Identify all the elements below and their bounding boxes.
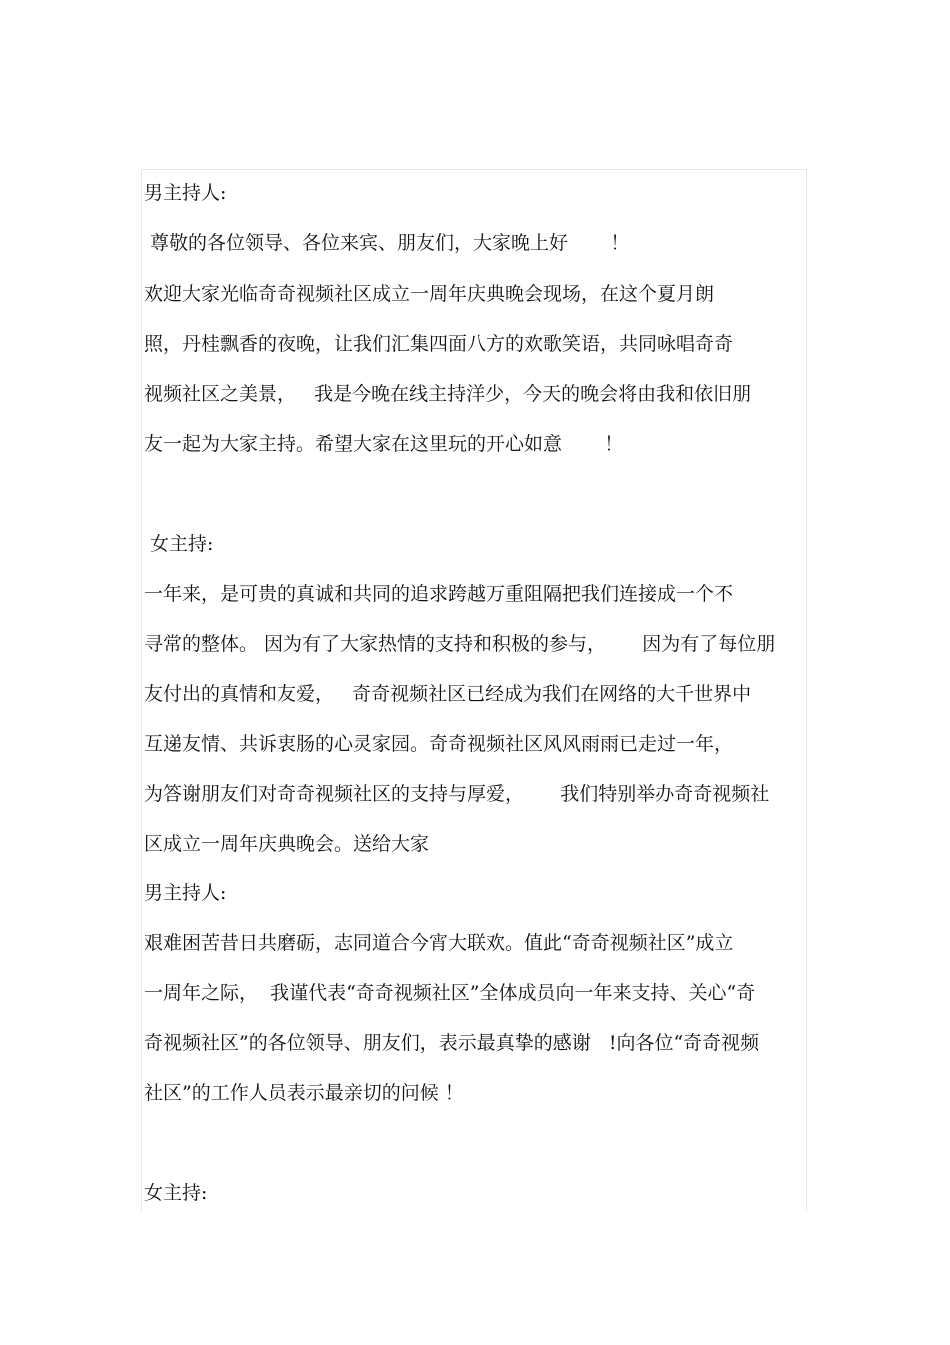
speaker-label: 男主持人: [144,182,227,204]
paragraph-line: 为答谢朋友们对奇奇视频社区的支持与厚爱， 我们特别举办奇奇视频社 [144,783,770,805]
paragraph-line: 欢迎大家光临奇奇视频社区成立一周年庆典晚会现场，在这个夏月朗 [144,283,715,305]
paragraph-line: 友付出的真情和友爱， 奇奇视频社区已经成为我们在网络的大千世界中 [144,683,752,705]
paragraph-line: 视频社区之美景， 我是今晚在线主持洋少，今天的晚会将由我和依旧朋 [144,383,752,405]
paragraph-line: 区成立一周年庆典晚会。送给大家 [144,833,430,855]
speaker-label: 女主持: [144,1182,208,1204]
paragraph-line: 一周年之际， 我谨代表“奇奇视频社区”全体成员向一年来支持、关心“奇 [144,982,756,1004]
paragraph-line: 奇视频社区”的各位领导、朋友们，表示最真挚的感谢 !向各位“奇奇视频 [144,1032,760,1054]
paragraph-line: 一年来，是可贵的真诚和共同的追求跨越万重阻隔把我们连接成一个不 [144,583,734,605]
paragraph-line: 寻常的整体。 因为有了大家热情的支持和积极的参与， 因为有了每位朋 [144,633,776,655]
speaker-label: 女主持: [144,533,214,555]
paragraph-line: 社区”的工作人员表示最亲切的问候 ！ [144,1082,464,1104]
paragraph-line: 照，丹桂飘香的夜晚，让我们汇集四面八方的欢歌笑语，共同咏唱奇奇 [144,333,734,355]
paragraph-line: 尊敬的各位领导、各位来宾、朋友们，大家晚上好 ！ [144,232,630,254]
paragraph-line: 艰难困苦昔日共磨砺，志同道合今宵大联欢。值此“奇奇视频社区”成立 [144,932,734,954]
speaker-label: 男主持人: [144,882,227,904]
paragraph-line: 友一起为大家主持。希望大家在这里玩的开心如意 ！ [144,433,624,455]
paragraph-line: 互递友情、共诉衷肠的心灵家园。奇奇视频社区风风雨雨已走过一年， [144,733,734,755]
